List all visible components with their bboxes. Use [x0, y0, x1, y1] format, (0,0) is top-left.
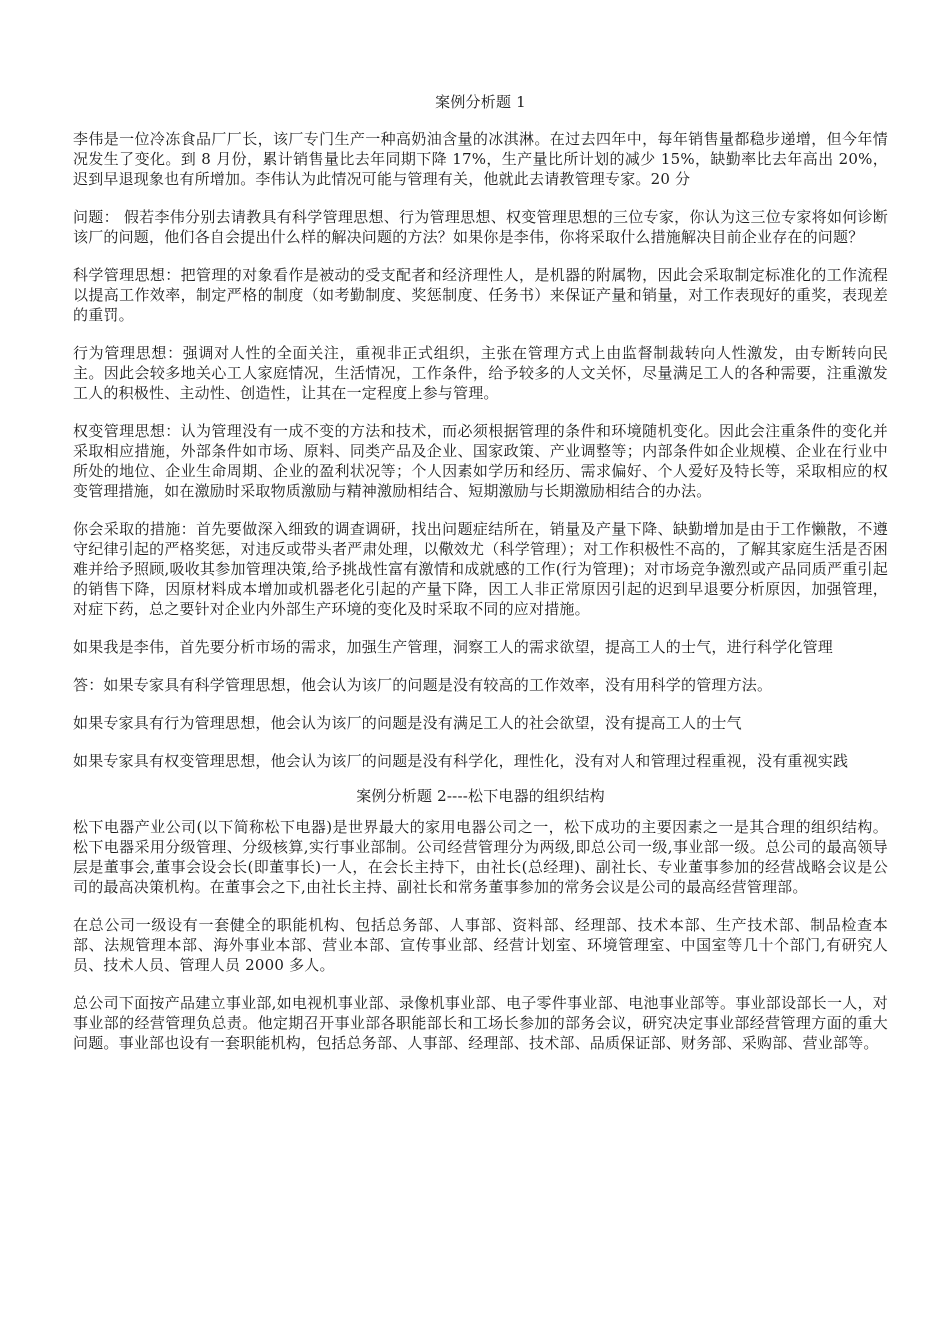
case1-title: 案例分析题 1	[435, 93, 526, 111]
scientific-management-paragraph: 科学管理思想：把管理的对象看作是被动的受支配者和经济理性人，是机器的附属物，因此会采取制定标准化的工作流程以提高工作效率，制定严格的制度（如考勤制度、奖惩制度、任务书）来保证产量和销量，对工作表现好的重奖，表现差的重罚。	[73, 266, 888, 324]
case2-title: 案例分析题 2----松下电器的组织结构	[356, 787, 605, 805]
contingency-management-paragraph: 权变管理思想：认为管理没有一成不变的方法和技术，而必须根据管理的条件和环境随机变化。因此会注重条件的变化并采取相应措施，外部条件如市场、原料、同类产品及企业、国家政策、产业调整等；内部条件如企业规模、企业在行业中所处的地位、企业生命周期、企业的盈利状况等；个人因素如学历和经历、需求偏好、个人爱好及特长等，采取相应的权变管理措施，如在激励时采取物质激励与精神激励相结合、短期激励与长期激励相结合的办法。	[73, 422, 888, 500]
behavioral-management-paragraph: 行为管理思想：强调对人性的全面关注，重视非正式组织，主张在管理方式上由监督制裁转向人性激发，由专断转向民主。因此会较多地关心工人家庭情况，生活情况，工作条件，给予较多的人文关怀，尽量满足工人的各种需要，注重激发工人的积极性、主动性、创造性，让其在一定程度上参与管理。	[73, 344, 888, 402]
if-i-were-liwei-paragraph: 如果我是李伟，首先要分析市场的需求，加强生产管理，洞察工人的需求欲望，提高工人的士气，进行科学化管理	[73, 638, 834, 656]
answer-behavioral-paragraph: 如果专家具有行为管理思想，他会认为该厂的问题是没有满足工人的社会欲望，没有提高工人的士气	[73, 714, 742, 732]
case1-question-paragraph: 问题： 假若李伟分别去请教具有科学管理思想、行为管理思想、权变管理思想的三位专家，你认为这三位专家将如何诊断该厂的问题，他们各自会提出什么样的解决问题的方法？如果你是李伟，你将采取什么措施解决目前企业存在的问题？	[73, 208, 888, 246]
case1-background-paragraph: 李伟是一位冷冻食品厂厂长，该厂专门生产一种高奶油含量的冰淇淋。在过去四年中，每年销售量都稳步递增，但今年情况发生了变化。到 8 月份，累计销售量比去年同期下降 17%，生产量比所计划的减少 15%，缺勤率比去年高出 20%，迟到早退现象也有所增加。李伟认为此情况可能与管理有关，他就此去请教管理专家。20 分	[73, 130, 888, 188]
headquarters-functions-paragraph: 在总公司一级设有一套健全的职能机构、包括总务部、人事部、资料部、经理部、技术本部、生产技术部、制品检查本部、法规管理本部、海外事业本部、营业本部、宣传事业部、经营计划室、环境管理室、中国室等几十个部门,有研究人员、技术人员、管理人员 2000 多人。	[73, 916, 888, 974]
panasonic-structure-paragraph: 松下电器产业公司(以下简称松下电器)是世界最大的家用电器公司之一，松下成功的主要因素之一是其合理的组织结构。松下电器采用分级管理、分级核算,实行事业部制。公司经营管理分为两级,即总公司一级,事业部一级。总公司的最高领导层是董事会,董事会设会长(即董事长)一人，在会长主持下，由社长(总经理)、副社长、专业董事参加的经营战略会议是公司的最高决策机构。在董事会之下,由社长主持、副社长和常务董事参加的常务会议是公司的最高经营管理部。	[73, 818, 888, 896]
business-divisions-paragraph: 总公司下面按产品建立事业部,如电视机事业部、录像机事业部、电子零件事业部、电池事业部等。事业部设部长一人，对事业部的经营管理负总责。他定期召开事业部各职能部长和工场长参加的部务会议，研究决定事业部经营管理方面的重大问题。事业部也设有一套职能机构，包括总务部、人事部、经理部、技术部、品质保证部、财务部、采购部、营业部等。	[73, 994, 888, 1052]
answer-scientific-paragraph: 答：如果专家具有科学管理思想，他会认为该厂的问题是没有较高的工作效率，没有用科学的管理方法。	[73, 676, 773, 694]
measures-paragraph: 你会采取的措施：首先要做深入细致的调查调研，找出问题症结所在，销量及产量下降、缺勤增加是由于工作懒散，不遵守纪律引起的严格奖惩，对违反或带头者严肃处理，以儆效尤（科学管理）；对工作积极性不高的，了解其家庭生活是否困难并给予照顾,吸收其参加管理决策,给予挑战性富有激情和成就感的工作(行为管理)；对市场竞争激烈或产品同质严重引起的销售下降，因原材料成本增加或机器老化引起的产量下降，因工人非正常原因引起的迟到早退要分析原因，加强管理，对症下药，总之要针对企业内外部生产环境的变化及时采取不同的应对措施。	[73, 520, 888, 618]
answer-contingency-paragraph: 如果专家具有权变管理思想，他会认为该厂的问题是没有科学化，理性化，没有对人和管理过程重视，没有重视实践	[73, 752, 849, 770]
document-page	[73, 92, 888, 1071]
